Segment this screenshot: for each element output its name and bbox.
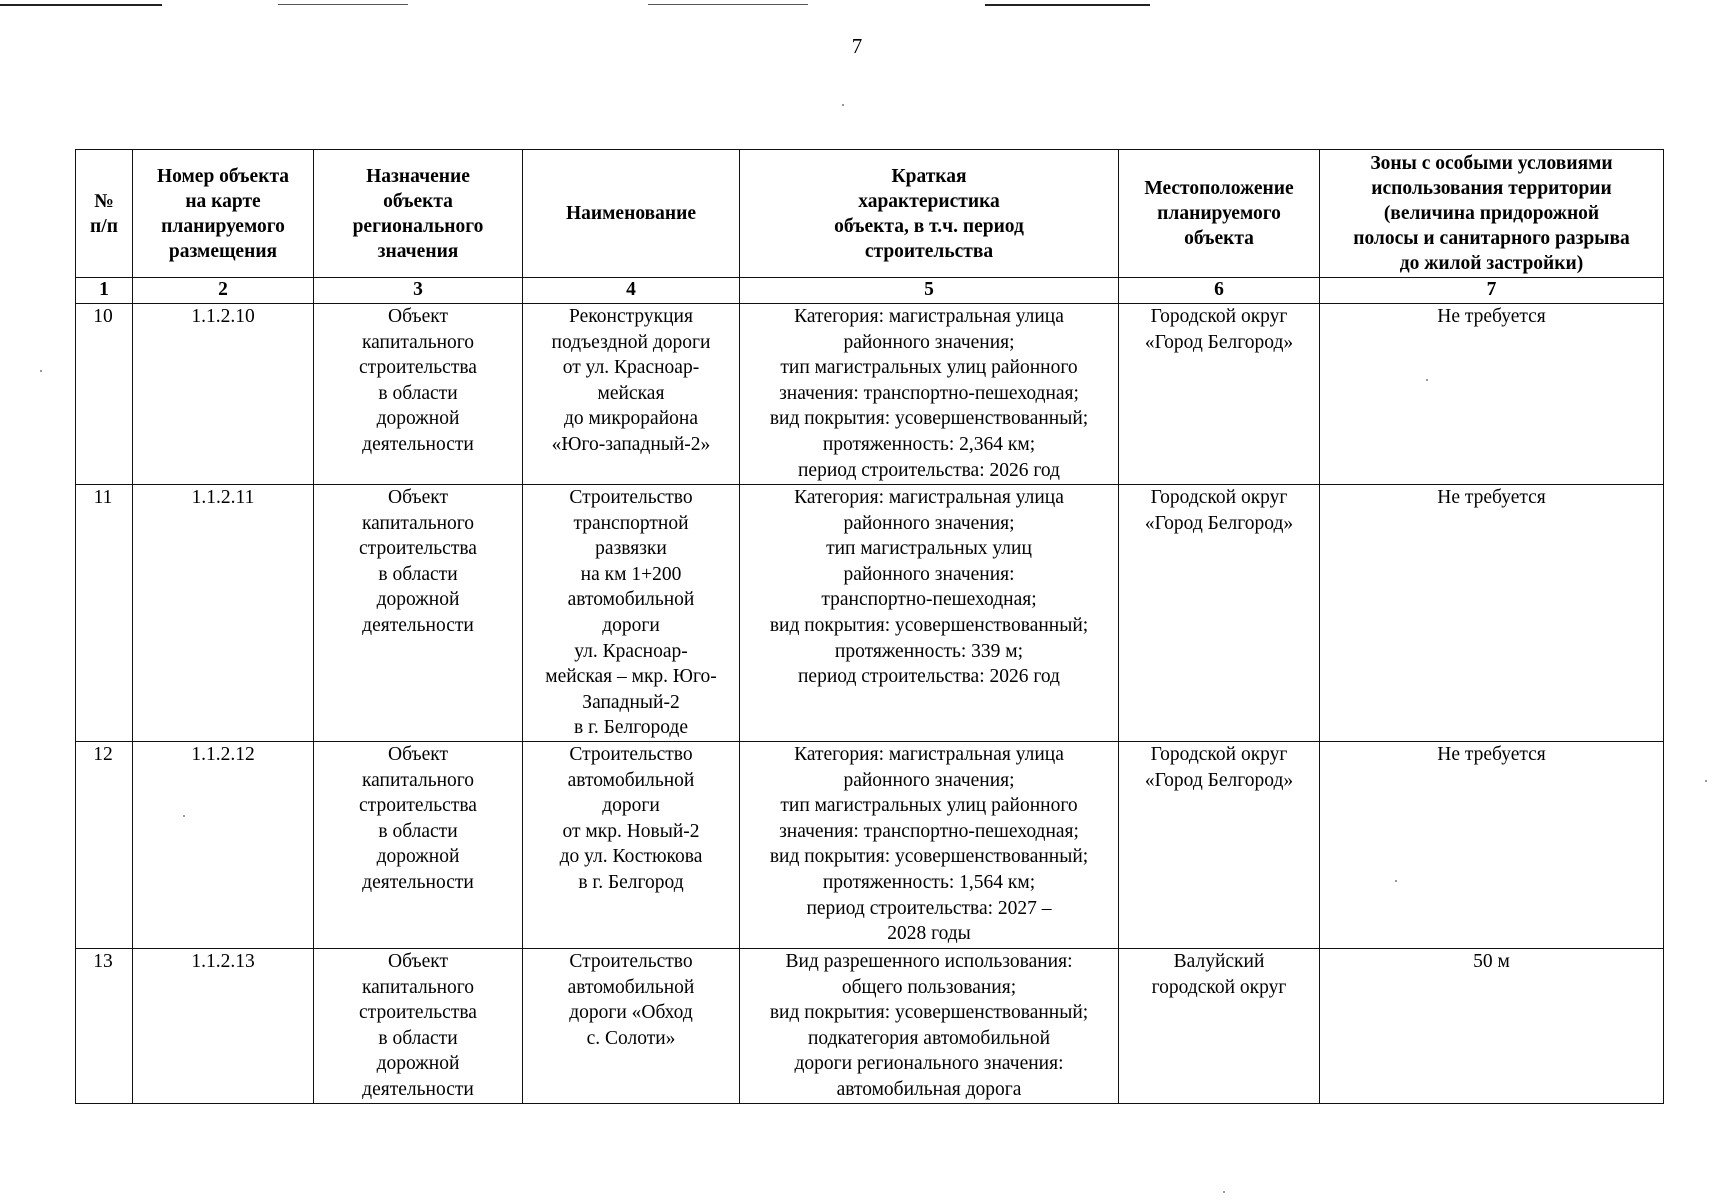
scan-speck <box>1223 1191 1225 1193</box>
page-number: 7 <box>851 34 863 58</box>
header-cell-num: № п/п <box>76 150 133 278</box>
header-cell-name: Наименование <box>523 150 740 278</box>
purpose-cell: Объект капитального строительства в области дорожной деятельности <box>314 485 523 742</box>
zones-cell: Не требуется <box>1320 304 1664 485</box>
column-number: 1 <box>76 278 133 304</box>
scan-artifact-line <box>648 4 808 5</box>
scan-artifact-line <box>0 4 162 6</box>
object-number-cell: 1.1.2.11 <box>133 485 314 742</box>
zones-cell: Не требуется <box>1320 741 1664 948</box>
zones-cell: 50 м <box>1320 948 1664 1103</box>
object-number-cell: 1.1.2.13 <box>133 948 314 1103</box>
scan-speck <box>183 815 185 817</box>
table-row <box>76 948 1664 1103</box>
scan-speck <box>1705 780 1707 782</box>
location-cell: Городской округ «Город Белгород» <box>1119 741 1320 948</box>
location-cell: Городской округ «Город Белгород» <box>1119 304 1320 485</box>
purpose-cell: Объект капитального строительства в области дорожной деятельности <box>314 948 523 1103</box>
purpose-cell: Объект капитального строительства в области дорожной деятельности <box>314 304 523 485</box>
characteristics-cell: Категория: магистральная улица районного значения; тип магистральных улиц районного значения: транспортно-пешеходная; вид покрытия: усовершенствованный; протяженность: 2,364 км; период строительства: 2026 год <box>740 304 1119 485</box>
table-header-row <box>76 150 1664 278</box>
location-cell: Валуйский городской округ <box>1119 948 1320 1103</box>
characteristics-cell: Вид разрешенного использования: общего пользования; вид покрытия: усовершенствованный; подкатегория автомобильной дороги регионального значения: автомобильная дорога <box>740 948 1119 1103</box>
column-number: 4 <box>523 278 740 304</box>
table-row <box>76 741 1664 948</box>
row-number-cell: 10 <box>76 304 133 485</box>
row-number-cell: 12 <box>76 741 133 948</box>
name-cell: Строительство автомобильной дороги от мкр. Новый-2 до ул. Костюкова в г. Белгород <box>523 741 740 948</box>
column-number: 2 <box>133 278 314 304</box>
scan-speck <box>40 370 42 372</box>
row-number-cell: 13 <box>76 948 133 1103</box>
characteristics-cell: Категория: магистральная улица районного значения; тип магистральных улиц районного значения: транспортно-пешеходная; вид покрытия: усовершенствованный; протяженность: 339 м; период строительства: 2026 год <box>740 485 1119 742</box>
scan-artifact-line <box>985 4 1150 6</box>
scan-speck <box>1395 880 1397 882</box>
characteristics-cell: Категория: магистральная улица районного значения; тип магистральных улиц районного значения: транспортно-пешеходная; вид покрытия: усовершенствованный; протяженность: 1,564 км; период строительства: 2027 – 2028 годы <box>740 741 1119 948</box>
scan-speck <box>842 104 844 106</box>
object-number-cell: 1.1.2.12 <box>133 741 314 948</box>
header-cell-object-number: Номер объекта на карте планируемого размещения <box>133 150 314 278</box>
header-cell-characteristics: Краткая характеристика объекта, в т.ч. период строительства <box>740 150 1119 278</box>
object-number-cell: 1.1.2.10 <box>133 304 314 485</box>
row-number-cell: 11 <box>76 485 133 742</box>
column-number-row <box>76 278 1664 304</box>
table-row <box>76 485 1664 742</box>
table-row <box>76 304 1664 485</box>
header-cell-purpose: Назначение объекта регионального значения <box>314 150 523 278</box>
planned-objects-table <box>75 149 1664 1104</box>
name-cell: Строительство транспортной развязки на км 1+200 автомобильной дороги ул. Красноар- мейская – мкр. Юго- Западный-2 в г. Белгороде <box>523 485 740 742</box>
column-number: 7 <box>1320 278 1664 304</box>
column-number: 6 <box>1119 278 1320 304</box>
scan-artifact-line <box>278 4 408 5</box>
column-number: 5 <box>740 278 1119 304</box>
column-number: 3 <box>314 278 523 304</box>
location-cell: Городской округ «Город Белгород» <box>1119 485 1320 742</box>
name-cell: Строительство автомобильной дороги «Обход с. Солоти» <box>523 948 740 1103</box>
header-cell-zones: Зоны с особыми условиями использования территории (величина придорожной полосы и санитарного разрыва до жилой застройки) <box>1320 150 1664 278</box>
purpose-cell: Объект капитального строительства в области дорожной деятельности <box>314 741 523 948</box>
scan-speck <box>1426 379 1428 381</box>
header-cell-location: Местоположение планируемого объекта <box>1119 150 1320 278</box>
zones-cell: Не требуется <box>1320 485 1664 742</box>
name-cell: Реконструкция подъездной дороги от ул. Красноар- мейская до микрорайона «Юго-западный-2» <box>523 304 740 485</box>
